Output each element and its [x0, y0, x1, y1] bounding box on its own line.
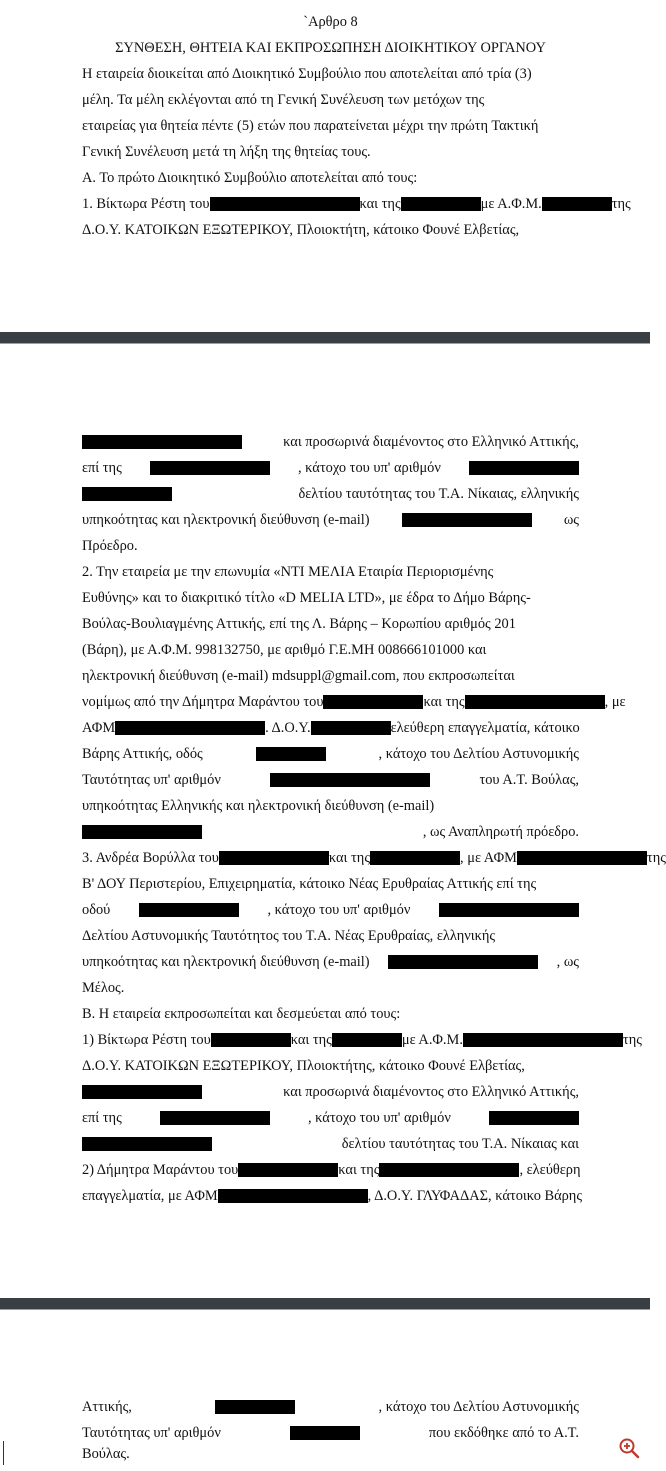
text-line: Αττικής, , κάτοχο του Δελτίου Αστυνομικής — [82, 1399, 579, 1415]
redaction-box — [542, 197, 612, 211]
text-line: οδού , κάτοχο του υπ' αριθμόν — [82, 901, 579, 919]
redaction-box — [465, 695, 605, 709]
article-title: `Αρθρο 8 — [303, 14, 358, 30]
redaction-box — [463, 1033, 623, 1047]
text-line: Ταυτότητας υπ' αριθμόν του Α.Τ. Βούλας, — [82, 772, 579, 788]
text-line: δελτίου ταυτότητας του Τ.Α. Νίκαιας και — [82, 1135, 579, 1153]
text-line: Βούλας-Βουλιαγμένης Αττικής, επί της Λ. Βάρης – Κορωπίου αριθμός 201 — [82, 616, 516, 632]
text-cursor — [3, 1441, 4, 1465]
text-line: 3. Ανδρέα Βορύλλα του και της , με ΑΦΜ της — [82, 850, 666, 866]
text-line: Β' ΔΟΥ Περιστερίου, Επιχειρηματία, κάτοικο Νέας Ερυθραίας Αττικής επί της — [82, 876, 537, 892]
page-separator — [0, 1298, 650, 1309]
text-line: ηλεκτρονική διεύθυνση (e-mail) mdsuppl@gmail.com, που εκπροσωπείται — [82, 668, 515, 684]
text-line: επί της , κάτοχο του υπ' αριθμόν — [82, 459, 579, 477]
redaction-box — [256, 747, 326, 761]
text-line: εταιρείας για θητεία πέντε (5) ετών που παρατείνεται μέχρι την πρώτη Τακτική — [82, 118, 539, 134]
text-line: Γενική Συνέλευση μετά τη λήξη της θητείας τους. — [82, 144, 371, 160]
page-separator-shadow — [0, 1309, 650, 1310]
redaction-box — [379, 1163, 519, 1177]
text-line: μέλη. Τα μέλη εκλέγονται από τη Γενική Συνέλευση των μετόχων της — [82, 92, 485, 108]
text-line: υπηκοότητας και ηλεκτρονική διεύθυνση (e-mail) , ως — [82, 954, 579, 970]
text-line: Β. Η εταιρεία εκπροσωπείται και δεσμεύεται από τους: — [82, 1006, 401, 1022]
redaction-box — [160, 1111, 270, 1125]
text-line: , ως Αναπληρωτή πρόεδρο. — [82, 823, 579, 841]
text-line: Πρόεδρο. — [82, 538, 138, 554]
text-line: επί της , κάτοχο του υπ' αριθμόν — [82, 1109, 579, 1127]
zoom-in-icon[interactable] — [618, 1437, 640, 1459]
text-line: Βούλας. — [82, 1446, 130, 1462]
redaction-box — [82, 825, 202, 839]
redaction-box — [469, 461, 579, 475]
text-line: και προσωρινά διαμένοντος στο Ελληνικό Αττικής, — [82, 433, 579, 451]
text-line: υπηκοότητας Ελληνικής και ηλεκτρονική διεύθυνση (e-mail) — [82, 798, 435, 814]
redaction-box — [218, 1189, 368, 1203]
redaction-box — [211, 1033, 291, 1047]
redaction-box — [402, 513, 532, 527]
text-line: Δ.Ο.Υ. ΚΑΤΟΙΚΩΝ ΕΞΩΤΕΡΙΚΟΥ, Πλοιοκτήτη, κάτοικο Φουνέ Ελβετίας, — [82, 222, 520, 238]
redaction-box — [82, 435, 242, 449]
redaction-box — [270, 773, 430, 787]
text-line: ΑΦΜ . Δ.Ο.Υ. ελεύθερη επαγγελματία, κάτοικο — [82, 720, 580, 736]
redaction-box — [82, 1137, 212, 1151]
redaction-box — [139, 903, 239, 917]
text-line: 2. Την εταιρεία με την επωνυμία «ΝΤΙ ΜΕΛΙΑ Εταιρία Περιορισμένης — [82, 564, 494, 580]
redaction-box — [439, 903, 579, 917]
text-line: Δ.Ο.Υ. ΚΑΤΟΙΚΩΝ ΕΞΩΤΕΡΙΚΟΥ, Πλοιοκτήτης, κάτοικο Φουνέ Ελβετίας, — [82, 1058, 525, 1074]
page-separator-shadow — [0, 343, 650, 344]
text-line: 1) Βίκτωρα Ρέστη του και της με Α.Φ.Μ. της — [82, 1032, 642, 1048]
page-separator — [0, 332, 650, 343]
redaction-box — [219, 851, 329, 865]
text-line: Ταυτότητας υπ' αριθμόν που εκδόθηκε από το Α.Τ. — [82, 1425, 579, 1441]
redaction-box — [82, 487, 172, 501]
redaction-box — [388, 955, 538, 969]
redaction-box — [311, 721, 391, 735]
redaction-box — [401, 197, 481, 211]
text-line: Α. Το πρώτο Διοικητικό Συμβούλιο αποτελείται από τους: — [82, 170, 418, 186]
redaction-box — [332, 1033, 402, 1047]
text-line: Μέλος. — [82, 980, 125, 996]
redaction-box — [150, 461, 270, 475]
text-line: δελτίου ταυτότητας του Τ.Α. Νίκαιας, ελληνικής — [82, 485, 579, 503]
text-line: νομίμως από την Δήμητρα Μαράντου του και της , με — [82, 694, 626, 710]
text-line: (Βάρη), με Α.Φ.Μ. 998132750, με αριθμό Γ.Ε.ΜΗ 008666101000 και — [82, 642, 487, 658]
text-line: 1. Βίκτωρα Ρέστη του και της με Α.Φ.Μ. της — [82, 196, 631, 212]
redaction-box — [82, 1085, 202, 1099]
redaction-box — [489, 1111, 579, 1125]
redaction-box — [215, 1400, 295, 1414]
text-line: επαγγελματία, με ΑΦΜ , Δ.Ο.Υ. ΓΛΥΦΑΔΑΣ, κάτοικο Βάρης — [82, 1188, 583, 1204]
text-line: και προσωρινά διαμένοντος στο Ελληνικό Αττικής, — [82, 1083, 579, 1101]
text-line: Βάρης Αττικής, οδός , κάτοχο του Δελτίου Αστυνομικής — [82, 746, 579, 762]
text-line: υπηκοότητας και ηλεκτρονική διεύθυνση (e-mail) ως — [82, 512, 579, 528]
text-line: Δελτίου Αστυνομικής Ταυτότητος του Τ.Α. Νέας Ερυθραίας, ελληνικής — [82, 928, 496, 944]
redaction-box — [370, 851, 460, 865]
article-heading: ΣΥΝΘΕΣΗ, ΘΗΤΕΙΑ ΚΑΙ ΕΚΠΡΟΣΩΠΗΣΗ ΔΙΟΙΚΗΤΙΚΟΥ ΟΡΓΑΝΟΥ — [115, 40, 546, 56]
text-line: Η εταιρεία διοικείται από Διοικητικό Συμβούλιο που αποτελείται από τρία (3) — [82, 66, 532, 82]
text-line: 2) Δήμητρα Μαράντου του και της , ελεύθερη — [82, 1162, 581, 1178]
redaction-box — [290, 1426, 360, 1440]
redaction-box — [323, 695, 423, 709]
text-line: Ευθύνης» και το διακριτικό τίτλο «D MELIA LTD», με έδρα το Δήμο Βάρης- — [82, 590, 531, 606]
redaction-box — [517, 851, 647, 865]
redaction-box — [238, 1163, 338, 1177]
redaction-box — [115, 721, 265, 735]
redaction-box — [210, 197, 360, 211]
